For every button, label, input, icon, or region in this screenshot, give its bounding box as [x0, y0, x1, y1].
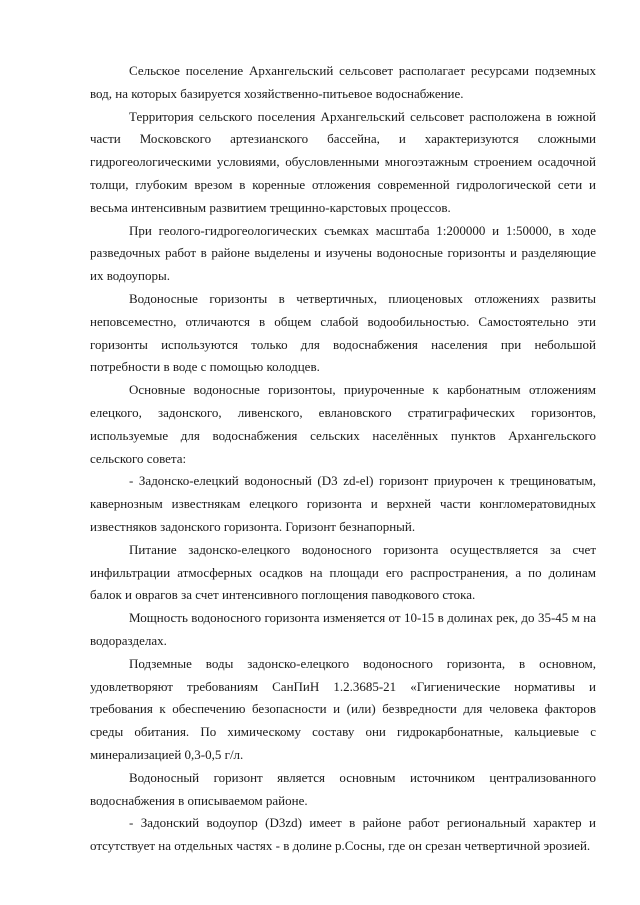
paragraph-territory: Территория сельского поселения Архангельский сельсовет расположена в южной части Московского артезианского бассейна, и характеризуются сложными гидрогеологическими условиями, обусловленными многоэтажным строением осадочной толщи, глубоким врезом в коренные отложения современной гидрологической сети и весьма интенсивным развитием трещинно-карстовых процессов.	[90, 108, 596, 215]
paragraph-quaternary-horizons: Водоносные горизонты в четвертичных, плиоценовых отложениях развиты неповсеместно, отличаются в общем слабой водообильностью. Самостоятельно эти горизонты используются только для водоснабжения населения при небольшой потребности в воде с помощью колодцев.	[90, 290, 596, 375]
paragraph-zadonsk-yelets-horizon: - Задонско-елецкий водоносный (D3 zd-el) горизонт приурочен к трещиноватым, кавернозным известнякам елецкого горизонта и верхней части конгломератовидных известняков задонского горизонта. Горизонт безнапорный.	[90, 473, 596, 534]
document-body	[90, 60, 596, 858]
paragraph-water-resources: Сельское поселение Архангельский сельсовет располагает ресурсами подземных вод, на которых базируется хозяйственно-питьевое водоснабжение.	[90, 63, 596, 101]
paragraph-main-source: Водоносный горизонт является основным источником централизованного водоснабжения в описываемом районе.	[90, 769, 596, 808]
paragraph-main-horizons: Основные водоносные горизонтоы, приуроченные к карбонатным отложениям елецкого, задонского, ливенского, евлановского стратиграфических горизонтов, используемые для водоснабжения сельских населённых пунктов Архангельского сельского совета:	[90, 382, 596, 466]
paragraph-thickness: Мощность водоносного горизонта изменяется от 10-15 в долинах рек, до 35-45 м на водоразделах.	[90, 610, 596, 648]
paragraph-zadonsk-aquitard: - Задонский водоупор (D3zd) имеет в районе работ региональный характер и отсутствует на отдельных частях - в долине р.Сосны, где он срезан четвертичной эрозией.	[90, 815, 596, 854]
paragraph-surveys: При геолого-гидрогеологических съемках масштаба 1:200000 и 1:50000, в ходе разведочных работ в районе выделены и изучены водоносные горизонты и разделяющие их водоупоры.	[90, 222, 596, 284]
paragraph-recharge: Питание задонско-елецкого водоносного горизонта осуществляется за счет инфильтрации атмосферных осадков на площади его распространения, а по долинам балок и оврагов за счет интенсивного поглощения паводкового стока.	[90, 541, 596, 603]
paragraph-water-quality: Подземные воды задонско-елецкого водоносного горизонта, в основном, удовлетворяют требованиям СанПиН 1.2.3685-21 «Гигиенические нормативы и требования к обеспечению безопасности и (или) безвредности для человека факторов среды обитания. По химическому составу они гидрокарбонатные, кальциевые с минерализацией 0,3-0,5 г/л.	[90, 655, 596, 762]
